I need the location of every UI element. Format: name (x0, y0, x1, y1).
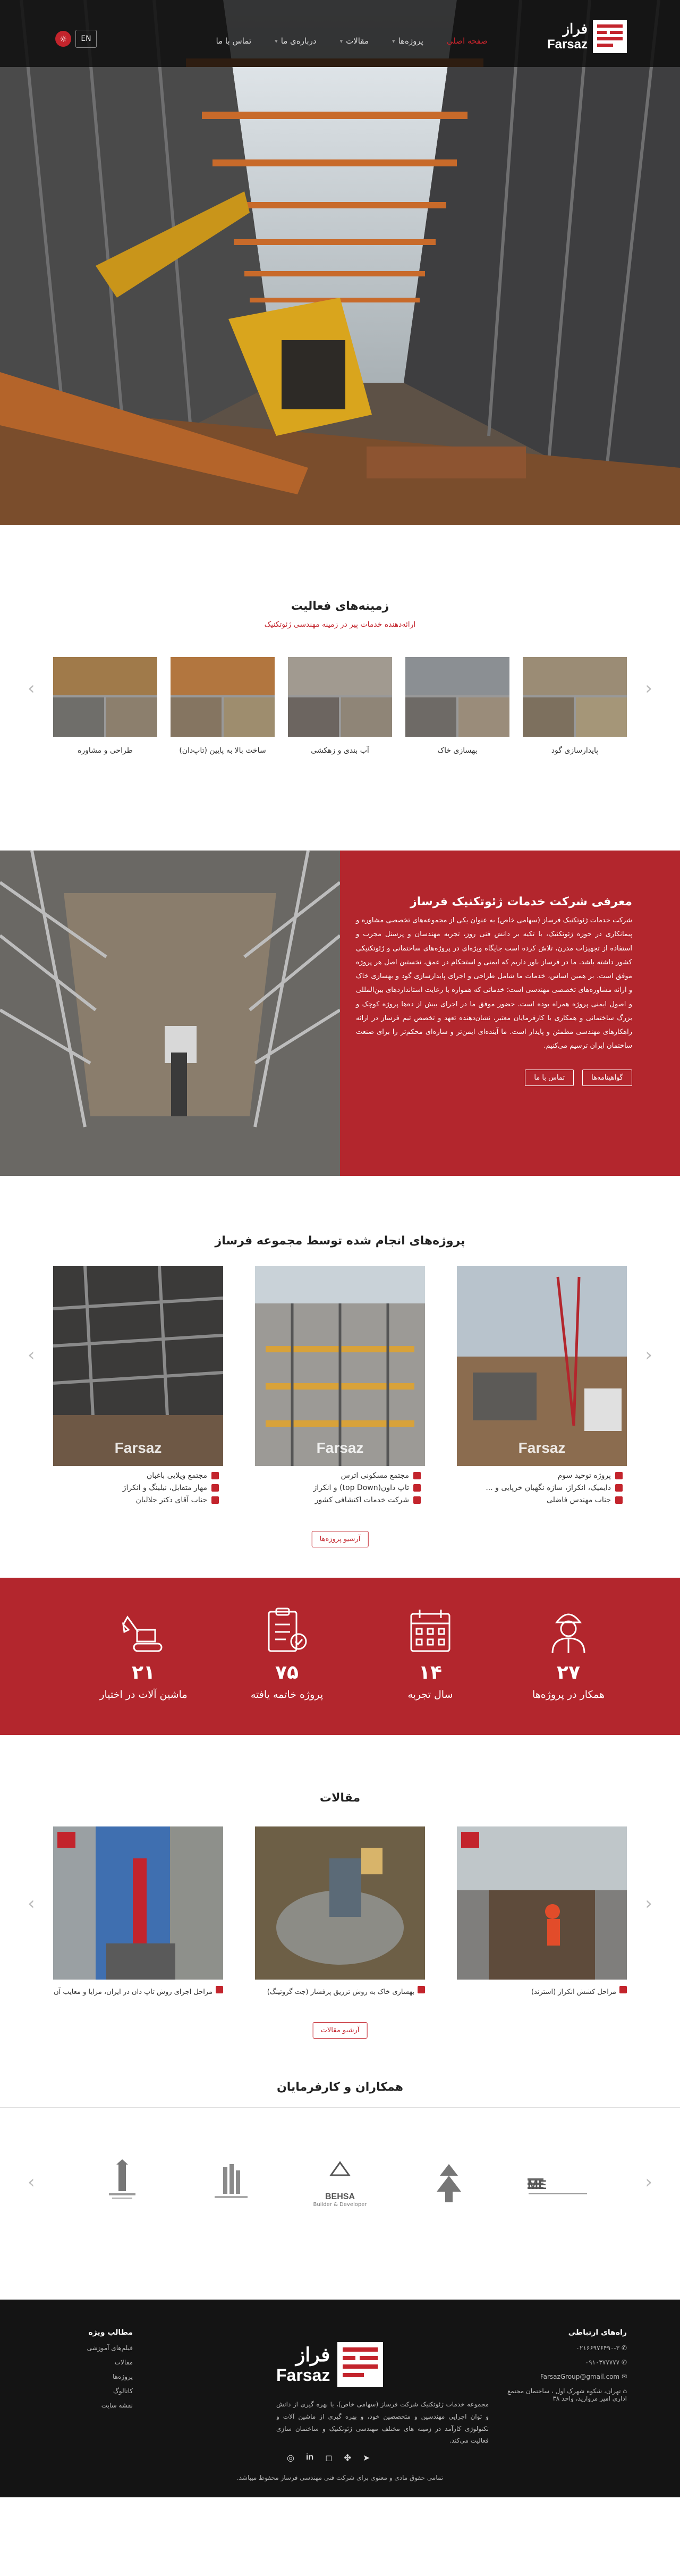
stat-number: ۲۱ (132, 1662, 155, 1683)
site-logo[interactable] (526, 18, 627, 55)
stat-label: ماشین آلات در اختیار (99, 1689, 188, 1701)
article-card[interactable] (255, 1826, 425, 1999)
tools-icon (413, 1484, 421, 1492)
site-footer (0, 2300, 680, 2497)
client-icon (615, 1496, 623, 1504)
footer-logo-en: Farsaz (276, 2365, 330, 2385)
address: ⌂ تهران، شکوه شهرک اول ، ساختمان مجتمع اداری امیر مروارید، واحد ۳۸ (507, 2387, 627, 2402)
activity-image (53, 657, 157, 737)
intro-section (0, 851, 680, 1176)
hero-banner (0, 0, 680, 525)
instagram-icon[interactable]: ◻ (325, 2453, 333, 2463)
intro-body: شرکت خدمات ژئوتکنیک فرساز (سهامی خاص) به عنوان یکی از مجموعه‌های تخصصی مشاوره و پیمانکاری در حوزه ژئوتکنیک، با تکیه بر دانش فنی روز، تجربه مهندسان و پرسنل مجرب و استفاده از تجهیزات مدرن، تلاش کرده است جایگاه ویژه‌ای در پروژه‌های ساختمانی و ژئوتکنیکی کشور داشته باشد. ما در فرساز باور داریم که ایمنی و استحکام در عمق، نخستین اصل هر پروژه موفق است. بر همین اساس، خدمات ما شامل طراحی و اجرای پایدارسازی گود و بهسازی خاک و ارائه مشاوره‌های تخصصی مهندسی است؛ خدماتی که همواره با رعایت استانداردهای بین‌المللی و اصول ایمنی پروژه همراه بوده است. حضور موفق ما در اجرای بیش از ده‌ها پروژه کوچک و بزرگ ساختمانی و همکاری با کارفرمایان معتبر، نشان‌دهنده تعهد و تخصص تیم فرساز در ارائه راهکارهای مهندسی مطمئن و پایدار است. ما آینده‌ای ایمن‌تر و سازه‌ای محکم‌تر را برای صنعت ساختمان ایران ترسیم می‌کنیم. (356, 916, 632, 1050)
chevron-left-icon[interactable]: ‹ (28, 2171, 35, 2193)
partner-logo[interactable] (406, 2152, 491, 2216)
top-header (0, 0, 680, 67)
linkedin-icon[interactable]: in (305, 2453, 314, 2462)
aparat-icon[interactable]: ✤ (344, 2453, 351, 2463)
articles-archive-button[interactable]: آرشیو مقالات (313, 2022, 368, 2039)
activity-card[interactable] (405, 657, 509, 755)
activity-section (0, 525, 680, 851)
activity-image (523, 657, 627, 737)
links-heading: مطالب ویژه (88, 2328, 133, 2337)
farsaz-watermark: Farsaz (518, 1439, 566, 1456)
partner-logo[interactable] (515, 2152, 600, 2216)
article-title: مراحل اجرای روش تاپ دان در ایران، مزایا و معایب آن (54, 1988, 212, 1996)
language-switcher (55, 30, 97, 48)
chevron-down-icon: ▾ (339, 37, 343, 45)
stat-number: ۷۵ (275, 1662, 299, 1683)
stat-item (515, 1606, 622, 1701)
chevron-right-icon[interactable]: › (645, 678, 652, 699)
article-title: بهسازی خاک به روش تزریق پرفشار (جت گروتینگ) (267, 1988, 414, 1996)
nav-articles[interactable]: مقالات ▾ (339, 36, 369, 46)
iran-flag-icon[interactable]: ☼ (55, 31, 71, 47)
farsaz-watermark: Farsaz (316, 1439, 364, 1456)
footer-logo-fa: فراز (295, 2344, 330, 2366)
footer-link[interactable]: فیلم‌های آموزشی (87, 2344, 133, 2352)
engineer-icon (546, 1606, 591, 1654)
project-client: جناب آقای دکتر جلالیان (135, 1496, 207, 1504)
article-card[interactable] (457, 1826, 627, 1999)
document-icon (418, 1986, 425, 1993)
stats-section (0, 1578, 680, 1735)
partner-logo[interactable] (80, 2152, 165, 2216)
activity-card[interactable] (523, 657, 627, 755)
stat-item (234, 1606, 340, 1701)
project-method: مهار متقابل، نیلینگ و انکراژ (122, 1484, 207, 1492)
stat-number: ۲۷ (557, 1662, 580, 1683)
article-image (53, 1826, 223, 1980)
chevron-right-icon[interactable]: › (645, 1344, 652, 1366)
project-name: مجتمع مسکونی اترس (341, 1471, 409, 1480)
stat-item (90, 1606, 197, 1701)
building-icon (615, 1472, 623, 1479)
nav-home[interactable]: صفحه اصلی (446, 36, 488, 46)
activity-label: پایدارسازی گود (551, 746, 599, 755)
whatsapp-icon[interactable]: ◎ (287, 2453, 294, 2463)
lang-en-button[interactable]: EN (75, 30, 97, 48)
contact-button[interactable]: تماس با ما (525, 1070, 574, 1086)
section-title: پروژه‌های انجام شده توسط مجموعه فرساز (215, 1234, 465, 1248)
footer-link[interactable]: نقشه سایت (101, 2402, 133, 2409)
partner-logo-text: ME (528, 2178, 547, 2192)
phone-1[interactable]: ✆ ۰۲۱۶۶۹۷۶۴۹۰-۳ (576, 2344, 627, 2352)
footer-link[interactable]: کاتالوگ (113, 2387, 133, 2395)
partner-logo-sub: Builder & Developer (313, 2201, 367, 2208)
checklist-icon (265, 1606, 309, 1654)
projects-section (0, 1176, 680, 1578)
nav-projects[interactable]: پروژه‌ها ▾ (392, 36, 423, 46)
activity-label: طراحی و مشاوره (78, 746, 133, 755)
project-card[interactable] (255, 1266, 425, 1513)
chevron-right-icon[interactable]: › (645, 2171, 652, 2193)
activity-image (171, 657, 275, 737)
project-name: مجتمع ویلایی باغبان (146, 1471, 207, 1480)
project-method: دایمیک، انکراژ، سازه نگهبان خرپایی و ... (486, 1484, 611, 1492)
nav-contact[interactable]: تماس با ما (216, 36, 252, 46)
phone-2[interactable]: ✆ ۰۹۱۰۳۷۷۷۷۷ (585, 2359, 627, 2366)
client-icon (413, 1496, 421, 1504)
main-nav (205, 33, 499, 49)
chevron-right-icon[interactable]: › (645, 1893, 652, 1914)
footer-link[interactable]: مقالات (114, 2359, 133, 2366)
section-title: همکاران و کارفرمایان (276, 2081, 404, 2094)
certificates-button[interactable]: گواهینامه‌ها (582, 1070, 632, 1086)
hero-image (0, 0, 680, 525)
activity-card[interactable] (171, 657, 275, 755)
tools-icon (211, 1484, 219, 1492)
activity-image (288, 657, 392, 737)
section-subtitle: ارائه‌دهنده خدمات پیر در زمینه مهندسی ژئوتکنیک (264, 620, 416, 629)
copyright: تمامی حقوق مادی و معنوی برای شرکت فنی مهندسی فرساز محفوظ میباشد. (236, 2474, 444, 2481)
project-client: جناب مهندس فاضلی (547, 1496, 611, 1504)
stat-label: پروژه خاتمه یافته (250, 1689, 324, 1701)
project-card[interactable] (457, 1266, 627, 1513)
stat-number: ۱۴ (419, 1662, 442, 1683)
document-icon (216, 1986, 223, 1993)
farsaz-watermark: Farsaz (114, 1439, 162, 1456)
partner-logo-text: BEHSA (325, 2192, 355, 2201)
project-name: پروژه توحید سوم (557, 1471, 611, 1480)
building-icon (413, 1472, 421, 1479)
section-title: مقالات (319, 1791, 361, 1805)
social-links (287, 2453, 370, 2463)
article-image (255, 1826, 425, 1980)
partner-logo[interactable] (189, 2152, 274, 2216)
intro-text-panel (340, 851, 680, 1176)
project-client: شرکت خدمات اکتشافی کشور (314, 1496, 409, 1504)
client-icon (211, 1496, 219, 1504)
project-image (255, 1266, 425, 1466)
building-icon (211, 1472, 219, 1479)
projects-archive-button[interactable]: آرشیو پروژه‌ها (312, 1531, 369, 1547)
project-method: تاپ داون(top Down) و انکراژ (313, 1484, 409, 1492)
excavator-icon (121, 1606, 166, 1654)
footer-logo[interactable] (276, 2342, 489, 2387)
activity-label: ساخت بالا به پایین (تاپ‌دان) (179, 746, 266, 755)
stat-label: سال تجربه (407, 1689, 453, 1701)
article-image (457, 1826, 627, 1980)
chevron-left-icon[interactable]: ‹ (28, 1344, 35, 1366)
document-icon (619, 1986, 627, 1993)
chevron-left-icon[interactable]: ‹ (28, 1893, 35, 1914)
chevron-down-icon: ▾ (392, 37, 395, 45)
contact-heading: راه‌های ارتباطی (568, 2328, 627, 2337)
section-title: زمینه‌های فعالیت (291, 600, 389, 613)
email-link[interactable]: ✉ FarsazGroup@gmail.com (540, 2373, 627, 2380)
logo-mark-icon (337, 2342, 383, 2387)
activity-image (405, 657, 509, 737)
article-title: مراحل کشش انکراژ (استرند) (531, 1988, 616, 1996)
stat-label: همکار در پروژه‌ها (532, 1689, 605, 1701)
logo-text-fa: فراز (563, 21, 588, 37)
footer-description: مجموعه خدمات ژئوتکنیک شرکت فرساز (سهامی خاص)، با بهره گیری از دانش و توان اجرایی مهندسین و متخصصین خود، و بهره گیری از ماشین آلات و تکنولوژی کارآمد در زمینه های مختلف مهندسی ژئوتکنیک و ساختمان سازی فعالیت می‌کند. (276, 2401, 489, 2445)
chevron-left-icon[interactable]: ‹ (28, 678, 35, 699)
logo-text-en: Farsaz (547, 37, 588, 52)
divider (0, 2107, 680, 2108)
footer-link[interactable]: پروژه‌ها (113, 2373, 133, 2380)
activity-label: بهسازی خاک (437, 746, 478, 755)
intro-title: معرفی شرکت خدمات ژئوتکنیک فرساز (410, 895, 632, 908)
logo-mark-icon (593, 20, 627, 53)
articles-section (0, 1735, 680, 2071)
partners-section (0, 2071, 680, 2300)
activity-label: آب بندی و زهکشی (311, 746, 369, 755)
tools-icon (615, 1484, 623, 1492)
intro-image (0, 851, 340, 1176)
project-image (457, 1266, 627, 1466)
activity-card[interactable] (53, 657, 157, 755)
project-image (53, 1266, 223, 1466)
partner-logo[interactable] (298, 2152, 382, 2216)
nav-about[interactable]: درباره‌ی ما ▾ (275, 36, 317, 46)
project-card[interactable] (53, 1266, 223, 1513)
article-card[interactable] (53, 1826, 223, 1999)
telegram-icon[interactable]: ➤ (362, 2453, 370, 2463)
stat-item (377, 1606, 483, 1701)
chevron-down-icon: ▾ (275, 37, 278, 45)
activity-card[interactable] (288, 657, 392, 755)
calendar-icon (408, 1606, 453, 1654)
